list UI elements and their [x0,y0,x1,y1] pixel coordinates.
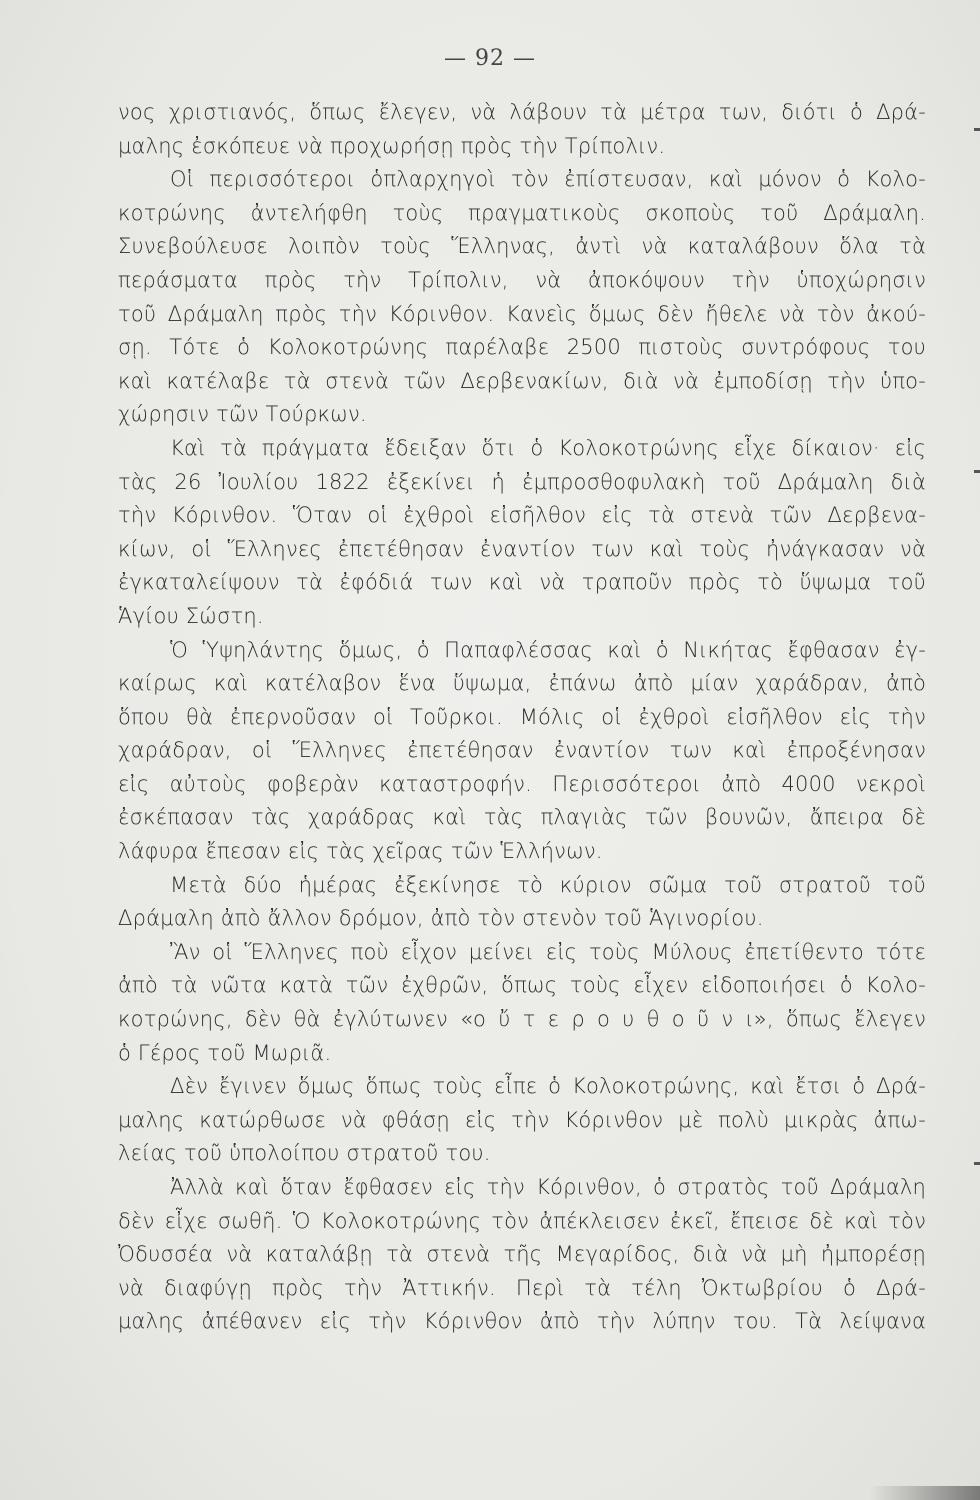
text-line: Ἂν οἱ Ἕλληνες ποὺ εἶχον μείνει εἰς τοὺς Μύλους ἐπετίθεντο τότε [170,939,926,964]
text-line: Ἀλλὰ καὶ ὅταν ἔφθασεν εἰς τὴν Κόρινθον, ὁ στρατὸς τοῦ Δράμαλη [170,1175,926,1199]
text-line: Ὁ Ὑψηλάντης ὅμως, ὁ Παπαφλέσσας καὶ ὁ Νικήτας ἔφθασαν ἐγ- [170,637,926,662]
page-edge-mark [974,128,980,131]
text-line: ἐγκαταλείψουν τὰ ἐφόδιά των καὶ νὰ τραποῦν πρὸς τὸ ὕψωμα τοῦ [118,570,926,595]
text-line: τοῦ Δράμαλη πρὸς τὴν Κόρινθον. Κανεὶς ὅμως δὲν ἤθελε νὰ τὸν ἀκού- [118,301,926,326]
text-line: Ἁγίου Σώστη. [118,603,264,628]
text-line: μαλης ἐσκόπευε νὰ προχωρήσῃ πρὸς τὴν Τρίπολιν. [118,133,666,158]
text-line: ὁ Γέρος τοῦ Μωριᾶ. [118,1040,332,1065]
text-line: μαλης κατώρθωσε νὰ φθάσῃ εἰς τὴν Κόρινθον μὲ πολὺ μικρὰς ἀπω- [118,1107,926,1132]
page-edge-mark [974,470,980,473]
text-line: Δὲν ἔγινεν ὅμως ὅπως τοὺς εἶπε ὁ Κολοκοτρώνης, καὶ ἔτσι ὁ Δρά- [170,1074,926,1099]
text-line: Οἱ περισσότεροι ὁπλαρχηγοὶ τὸν ἐπίστευσαν, καὶ μόνον ὁ Κολο- [170,167,926,192]
text-line: κίων, οἱ Ἕλληνες ἐπετέθησαν ἐναντίον των καὶ τοὺς ἠνάγκασαν νὰ [118,536,926,561]
text-line: καὶ κατέλαβε τὰ στενὰ τῶν Δερβενακίων, διὰ νὰ ἐμποδίσῃ τὴν ὑπο- [118,368,926,393]
text-line: νὰ διαφύγῃ πρὸς τὴν Ἀττικήν. Περὶ τὰ τέλη Ὀκτωβρίου ὁ Δρά- [118,1275,926,1300]
body-text [118,96,926,1339]
text-line: δὲν εἶχε σωθῆ. Ὁ Κολοκοτρώνης τὸν ἀπέκλεισεν ἐκεῖ, ἔπεισε δὲ καὶ τὸν [118,1208,926,1233]
text-line: μαλης ἀπέθανεν εἰς τὴν Κόρινθον ἀπὸ τὴν λύπην του. Τὰ λείψανα [118,1309,926,1334]
page-corner-shadow [870,1486,980,1500]
text-line: λείας τοῦ ὑπολοίπου στρατοῦ του. [118,1141,491,1166]
text-line: σῃ. Τότε ὁ Κολοκοτρώνης παρέλαβε 2500 πιστοὺς συντρόφους του [118,335,926,360]
page-edge-mark [974,1162,980,1165]
text-line: Συνεβούλευσε λοιπὸν τοὺς Ἕλληνας, ἀντὶ νὰ καταλάβουν ὅλα τὰ [118,234,926,259]
text-line: κοτρώνης ἀντελήφθη τοὺς πραγματικοὺς σκοποὺς τοῦ Δράμαλη. [118,200,926,225]
text-line: εἰς αὐτοὺς φοβερὰν καταστροφήν. Περισσότεροι ἀπὸ 4000 νεκροὶ [118,771,926,796]
text-line: Καὶ τὰ πράγματα ἔδειξαν ὅτι ὁ Κολοκοτρώνης εἶχε δίκαιον· εἰς [170,435,926,460]
text-line: νος χριστιανός, ὅπως ἔλεγεν, νὰ λάβουν τὰ μέτρα των, διότι ὁ Δρά- [118,100,926,124]
text-line: ὅπου θὰ ἐπερνοῦσαν οἱ Τοῦρκοι. Μόλις οἱ ἐχθροὶ εἰσῆλθον εἰς τὴν [118,704,926,729]
text-line: χώρησιν τῶν Τούρκων. [118,402,367,427]
text-line: Μετὰ δύο ἡμέρας ἐξεκίνησε τὸ κύριον σῶμα τοῦ στρατοῦ τοῦ [170,872,926,897]
text-line: τὴν Κόρινθον. Ὅταν οἱ ἐχθροὶ εἰσῆλθον εἰς τὰ στενὰ τῶν Δερβενα- [118,503,926,528]
text-line: ἀπὸ τὰ νῶτα κατὰ τῶν ἐχθρῶν, ὅπως τοὺς εἶχεν εἰδοποιήσει ὁ Κολο- [118,973,926,998]
text-line: τὰς 26 Ἰουλίου 1822 ἐξεκίνει ἡ ἐμπροσθοφυλακὴ τοῦ Δράμαλη διὰ [118,469,926,494]
text-line: Ὀδυσσέα νὰ καταλάβῃ τὰ στενὰ τῆς Μεγαρίδος, διὰ νὰ μὴ ἠμπορέσῃ [118,1242,926,1267]
text-line: περάσματα πρὸς τὴν Τρίπολιν, νὰ ἀποκόψουν τὴν ὑποχώρησιν [118,267,926,292]
text-line: λάφυρα ἔπεσαν εἰς τὰς χεῖρας τῶν Ἑλλήνων. [118,839,603,864]
text-line: χαράδραν, οἱ Ἕλληνες ἐπετέθησαν ἐναντίον των καὶ ἐπροξένησαν [118,738,926,763]
text-line: κοτρώνης, δὲν θὰ ἐγλύτωνεν «ο ὔ τ ε ρ ο υ θ ο ῦ ν ι», ὅπως ἔλεγεν [118,1007,926,1032]
text-line: καίρως καὶ κατέλαβον ἕνα ὕψωμα, ἐπάνω ἀπὸ μίαν χαράδραν, ἀπὸ [118,671,926,696]
text-line: Δράμαλη ἀπὸ ἄλλον δρόμον, ἀπὸ τὸν στενὸν τοῦ Ἁγινορίου. [118,906,764,931]
text-line: ἐσκέπασαν τὰς χαράδρας καὶ τὰς πλαγιὰς τῶν βουνῶν, ἄπειρα δὲ [118,805,926,830]
page-number: — 92 — [444,46,536,71]
